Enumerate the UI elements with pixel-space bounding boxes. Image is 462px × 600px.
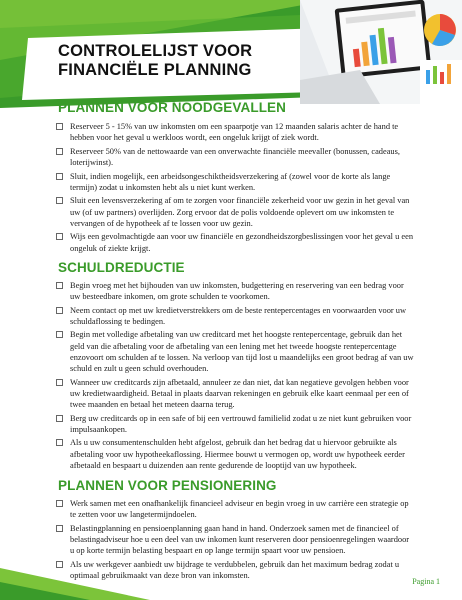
checkbox[interactable] (56, 331, 63, 338)
checklist (58, 121, 414, 254)
checklist-item (58, 523, 414, 557)
checklist-item (58, 146, 414, 168)
checklist-item-text: Sluit, indien mogelijk, een arbeidsongeschiktheidsverzekering af (zowel voor de korte als lange termijn) zodat u inkomsten hebt als u niet kunt werken. (70, 171, 391, 192)
section-debt-reduction (58, 260, 414, 471)
checklist-item (58, 121, 414, 143)
checklist-item-text: Belastingplanning en pensioenplanning gaan hand in hand. Onderzoek samen met de financieel of belastingadviseur hoe u een deel van uw inkomen kunt reserveren door pensioenregelingen waardoor u op korte termijn belasting bespaart en op lange termijn spaart voor uw pensioen. (70, 523, 410, 556)
checkbox[interactable] (56, 307, 63, 314)
checklist-content (58, 96, 414, 584)
checklist-item (58, 280, 414, 302)
checkbox[interactable] (56, 233, 63, 240)
checklist-item-text: Berg uw creditcards op in een safe of bij een vertrouwd familielid zodat u ze niet kunt gebruiken voor impulsaankopen. (70, 413, 412, 434)
section-heading: PLANNEN VOOR PENSIONERING (58, 478, 277, 493)
checklist-item-text: Reserveer 50% van de nettowaarde van een onverwachte financiële meevaller (bonussen, cadeaus, loterijwinst). (70, 146, 400, 167)
checkbox[interactable] (56, 123, 63, 130)
laptop-chart-illustration (300, 0, 462, 104)
section-heading: PLANNEN VOOR NOODGEVALLEN (58, 100, 287, 115)
checklist-item-text: Neem contact op met uw kredietverstrekkers om de beste rentepercentages en voorwaarden voor uw schuldaflossing te bedingen. (70, 305, 407, 326)
checkbox[interactable] (56, 525, 63, 532)
checklist-item-text: Begin vroeg met het bijhouden van uw inkomsten, budgettering en reservering van een bedrag voor uw besteedbare inkomen, om grote schulden te voorkomen. (70, 280, 404, 301)
page-title (58, 42, 308, 80)
checkbox[interactable] (56, 173, 63, 180)
checkbox[interactable] (56, 148, 63, 155)
checkbox[interactable] (56, 500, 63, 507)
checkbox[interactable] (56, 415, 63, 422)
checklist-item-text: Begin met volledige afbetaling van uw creditcard met het hoogste rentepercentage, gebruik dan het geld van die afbetaling voor de afbetaling van een lening met het tweede hoogste rentepercentage enzovoort om schulden af te lossen. Na verloop van tijd lost u maandelijks een groot bedrag af van uw schuld en zult u geen schuld overhouden. (70, 330, 414, 373)
checklist-item-text: Als u uw consumentenschulden hebt afgelost, gebruik dan het bedrag dat u hiervoor gebruikte als afbetaling voor uw hypotheekaflossing. Hiermee bouwt u vermogen op, wordt uw hypotheek eerder afbetaald en bespaart u duizenden aan rente gedurende de looptijd van uw hypotheek. (70, 438, 405, 470)
section-emergency-planning (58, 100, 414, 254)
title-line-1: CONTROLELIJST VOOR (58, 42, 253, 60)
checkbox[interactable] (56, 379, 63, 386)
checklist-item (58, 171, 414, 193)
footer-green-shapes (0, 560, 462, 600)
title-line-2: FINANCIËLE PLANNING (58, 61, 252, 79)
section-heading: SCHULDREDUCTIE (58, 259, 185, 275)
page-number: Pagina 1 (412, 577, 440, 586)
checklist-item (58, 329, 414, 374)
checklist-item (58, 498, 414, 520)
checklist (58, 280, 414, 471)
checklist-item-text: Werk samen met een onafhankelijk financieel adviseur en begin vroeg in uw carrière een strategie op te zetten voor uw langetermijndoelen. (70, 499, 409, 520)
checklist-item (58, 305, 414, 327)
checklist-item (58, 195, 414, 229)
checklist-item (58, 413, 414, 435)
footer-banner (0, 560, 462, 600)
checklist-item-text: Als uw werkgever aanbiedt uw bijdrage te verdubbelen, gebruik dan het maximum bedrag zodat u optimaal gebruikmaakt van deze bron van inkomsten. (70, 559, 400, 580)
checklist-item (58, 437, 414, 471)
checklist-item-text: Reserveer 5 - 15% van uw inkomsten om een spaarpotje van 12 maanden salaris achter de hand te hebben voor het geval u werkloos wordt, een ongeluk krijgt of ziek wordt. (70, 122, 399, 143)
checklist-item (58, 231, 414, 253)
checklist-item-text: Sluit een levensverzekering af om te zorgen voor financiële zekerheid voor uw gezin in het geval van uw (of uw partners) overlijden. Zorg ervoor dat de polis voldoende oplevert om uw inkomsten te vervangen of de hypotheek af te lossen voor uw gezin. (70, 196, 410, 228)
checkbox[interactable] (56, 282, 63, 289)
checklist-item-text: Wijs een gevolmachtigde aan voor uw financiële en gezondheidszorgbeslissingen voor het geval u een ongeluk of ziekte krijgt. (70, 232, 414, 253)
checklist-item (58, 377, 414, 411)
header-photo-laptop (300, 0, 462, 104)
checkbox[interactable] (56, 197, 63, 204)
checklist-item-text: Wanneer uw creditcards zijn afbetaald, annuleer ze dan niet, dat kan negatieve gevolgen hebben voor uw kredietwaardigheid. Betaal in plaats daarvan rekeningen en gebruik elke kaart eenmaal per een of twee maanden en betaal het meteen daarna terug. (70, 377, 409, 409)
checkbox[interactable] (56, 439, 63, 446)
